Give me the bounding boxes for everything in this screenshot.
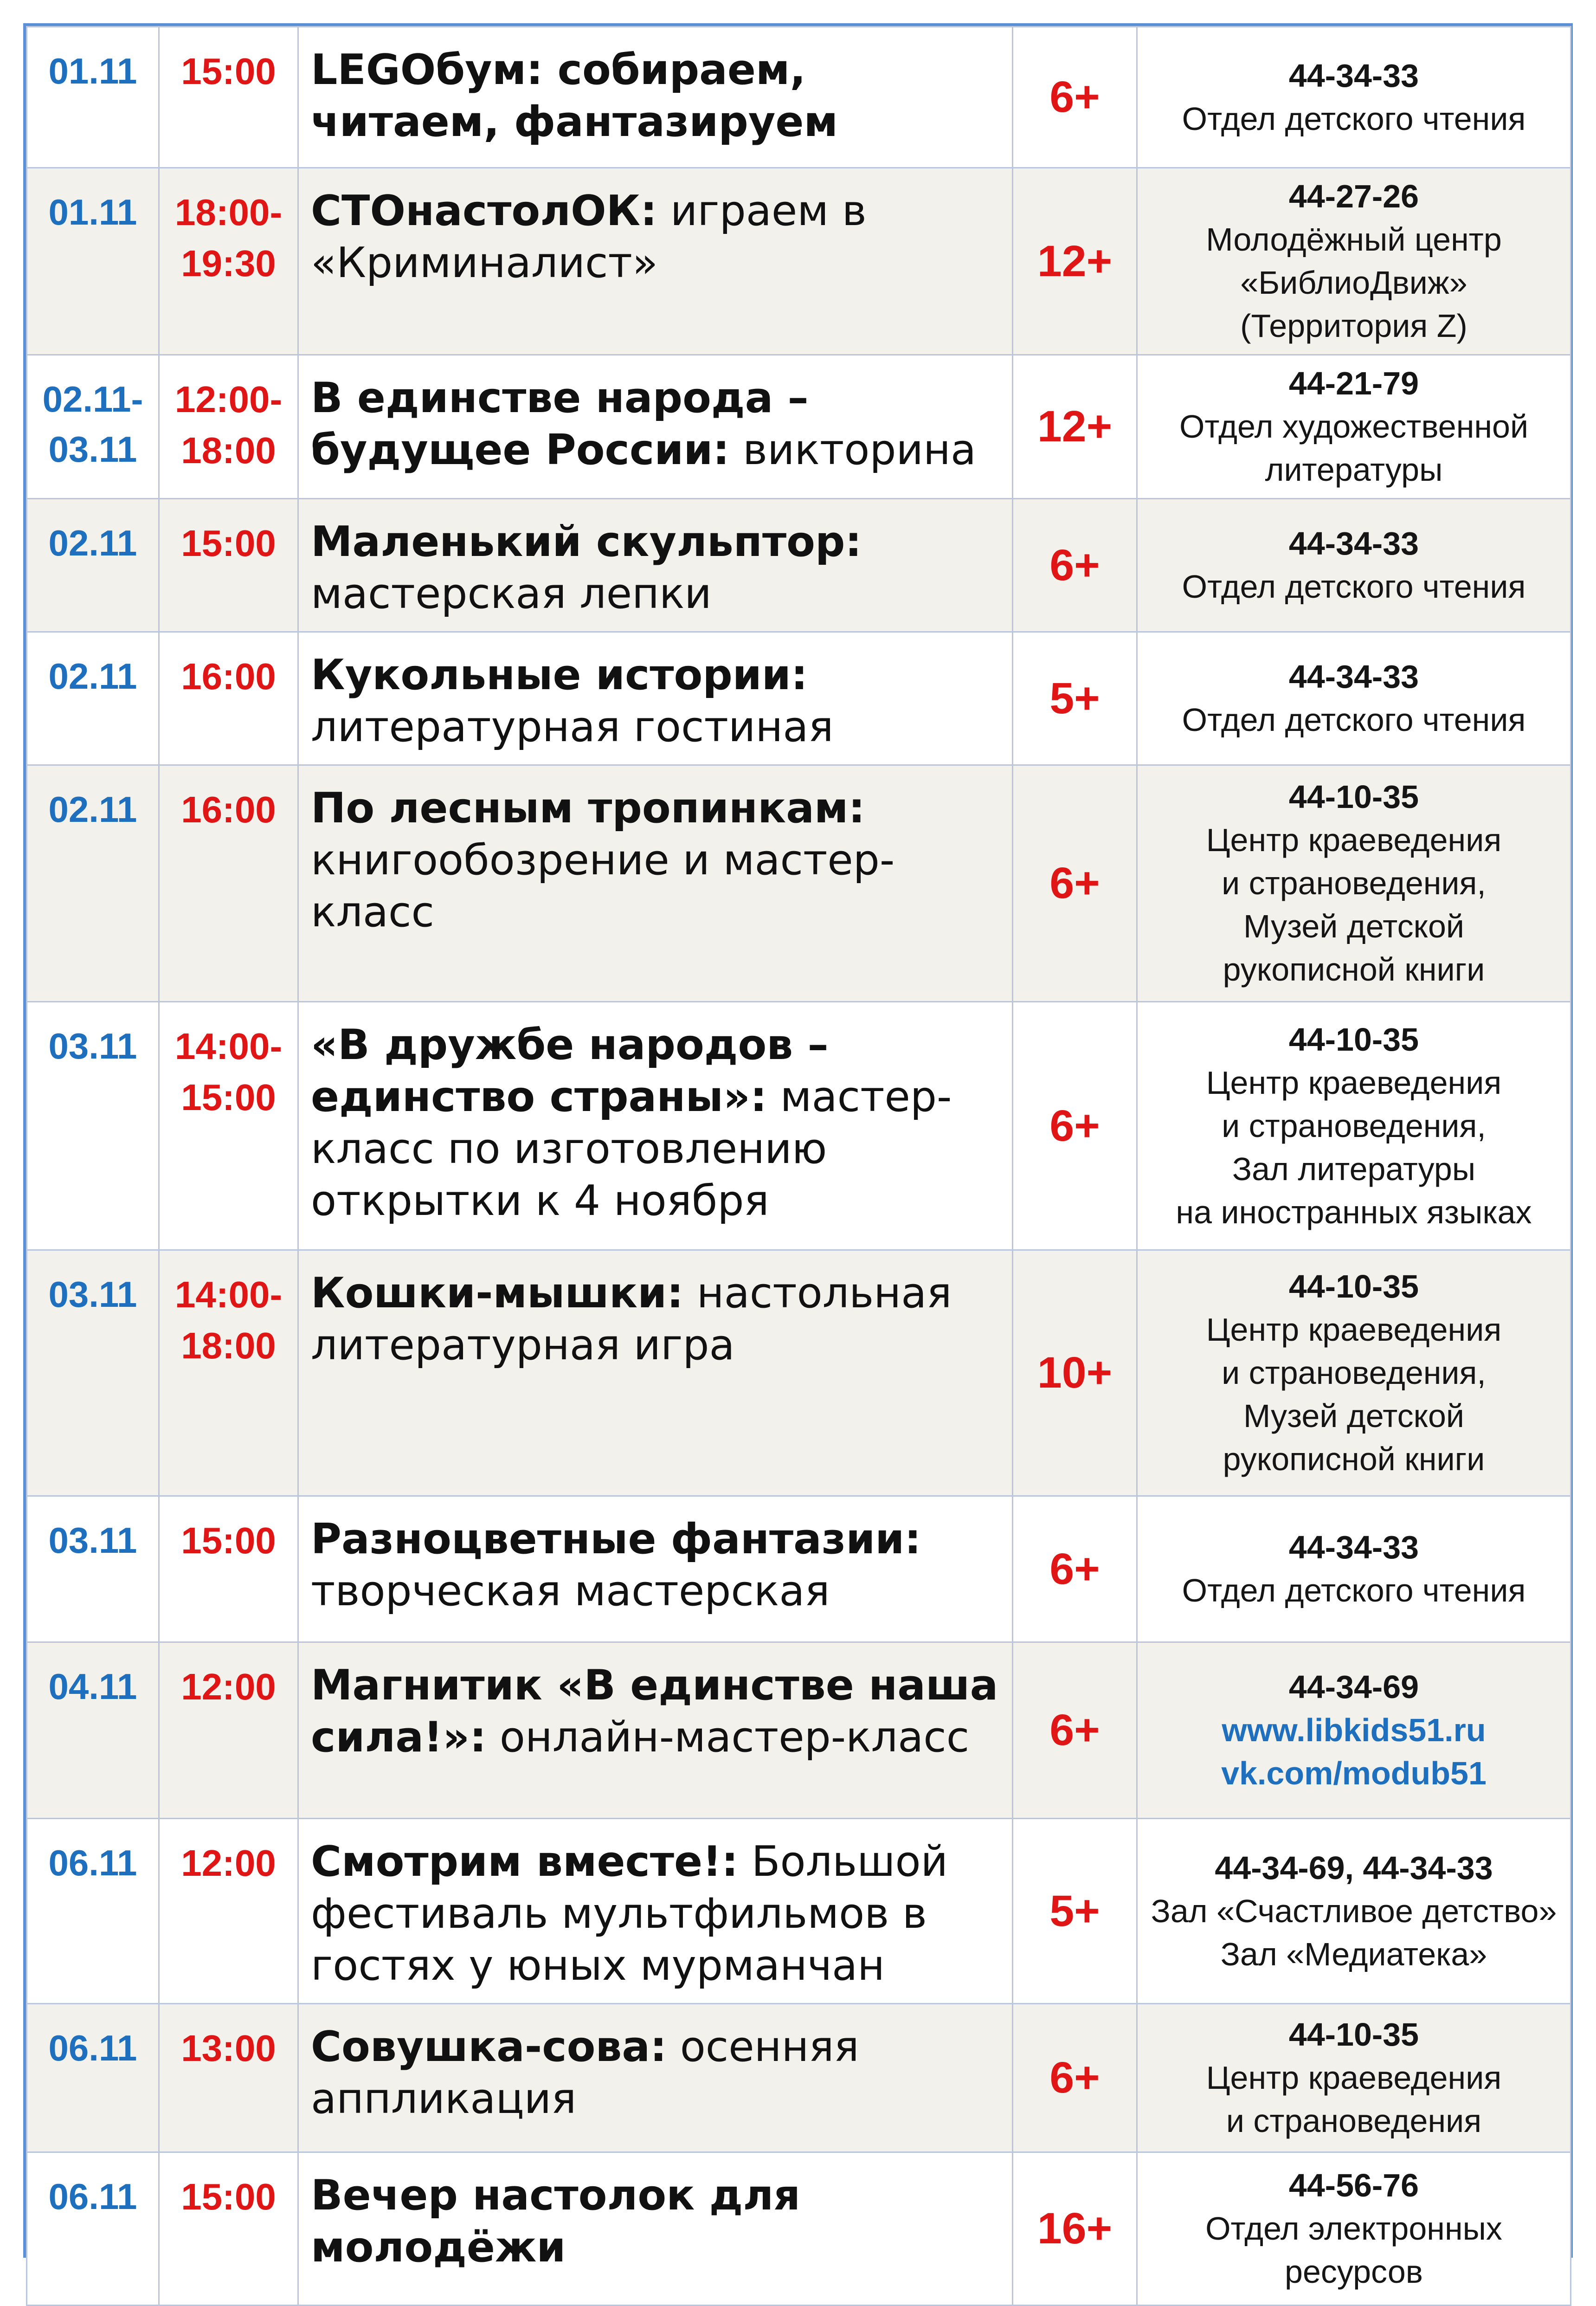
- event-time: 13:00: [159, 2004, 298, 2152]
- contact-place: и страноведения: [1226, 2103, 1482, 2139]
- event-time: 15:00: [159, 499, 298, 632]
- event-title: [298, 2152, 1013, 2306]
- event-time: [159, 168, 298, 355]
- event-time: [159, 1002, 298, 1250]
- event-title-rest: мастерская лепки: [311, 569, 712, 618]
- age-rating: 16+: [1013, 2152, 1137, 2306]
- event-title-bold: СТОнастолОК:: [311, 187, 657, 235]
- event-title-bold: Маленький скульптор:: [311, 517, 862, 566]
- contact-place: Отдел детского чтения: [1182, 702, 1526, 738]
- event-time-text: 12:00-18:00: [174, 379, 283, 471]
- contact-phone: 44-27-26: [1288, 178, 1419, 214]
- contact-phone: 44-21-79: [1288, 365, 1419, 401]
- table-row: [27, 2152, 1571, 2306]
- contact-place: и страноведения,: [1222, 865, 1486, 901]
- contact-place: Зал литературы: [1232, 1150, 1476, 1187]
- event-date: 03.11: [27, 1250, 159, 1496]
- contact-phone: 44-34-33: [1288, 525, 1419, 562]
- contact-place: Отдел детского чтения: [1182, 1572, 1526, 1608]
- age-rating: 6+: [1013, 765, 1137, 1002]
- table-row: [27, 1819, 1571, 2004]
- event-contact: [1137, 168, 1571, 355]
- event-title: [298, 1496, 1013, 1642]
- events-table: [26, 26, 1571, 2306]
- event-title-bold: По лесным тропинкам:: [311, 784, 865, 833]
- event-time-text: 18:00-19:30: [174, 192, 283, 284]
- website-link[interactable]: www.libkids51.ru: [1222, 1712, 1486, 1748]
- contact-phone: 44-34-33: [1288, 659, 1419, 695]
- event-date: 01.11: [27, 27, 159, 168]
- event-date: 01.11: [27, 168, 159, 355]
- table-row: [27, 765, 1571, 1002]
- event-title: [298, 499, 1013, 632]
- contact-phone: 44-10-35: [1288, 1268, 1419, 1305]
- event-time: 16:00: [159, 765, 298, 1002]
- event-time: 12:00: [159, 1642, 298, 1819]
- event-time: 15:00: [159, 27, 298, 168]
- event-contact: [1137, 632, 1571, 765]
- event-title-rest: играем в «Криминалист»: [311, 187, 867, 287]
- contact-place: ресурсов: [1285, 2254, 1423, 2290]
- event-title-bold: В единстве народа – будущее России:: [311, 374, 809, 474]
- event-title: [298, 632, 1013, 765]
- event-title: [298, 1250, 1013, 1496]
- contact-place: рукописной книги: [1223, 1441, 1485, 1477]
- event-title-rest: мастер-класс по изготовлению открытки к 4 ноября: [311, 1072, 952, 1225]
- event-title: [298, 1819, 1013, 2004]
- event-contact: [1137, 1642, 1571, 1819]
- event-contact: [1137, 1496, 1571, 1642]
- event-contact: [1137, 1002, 1571, 1250]
- contact-place: Отдел художественной: [1179, 408, 1529, 445]
- event-time: 16:00: [159, 632, 298, 765]
- event-title-bold: Вечер настолок для молодёжи: [311, 2171, 801, 2272]
- event-title-rest: онлайн-мастер-класс: [499, 1713, 970, 1762]
- contact-place: Центр краеведения: [1206, 1064, 1502, 1101]
- event-title-rest: настольная литературная игра: [311, 1269, 952, 1369]
- event-date: 02.11: [27, 632, 159, 765]
- event-date: 02.11: [27, 765, 159, 1002]
- contact-place: Отдел детского чтения: [1182, 568, 1526, 605]
- contact-place: Музей детской: [1243, 908, 1465, 944]
- age-rating: 5+: [1013, 632, 1137, 765]
- event-title-bold: Совушка-сова:: [311, 2022, 667, 2071]
- contact-phone: 44-56-76: [1288, 2167, 1419, 2203]
- age-rating: 5+: [1013, 1819, 1137, 2004]
- table-row: [27, 1642, 1571, 1819]
- event-title-bold: Кошки-мышки:: [311, 1269, 684, 1318]
- contact-place: литературы: [1265, 452, 1443, 488]
- event-contact: [1137, 355, 1571, 499]
- event-time: 15:00: [159, 2152, 298, 2306]
- age-rating: 6+: [1013, 1002, 1137, 1250]
- event-contact: [1137, 765, 1571, 1002]
- table-row: [27, 168, 1571, 355]
- event-title: [298, 765, 1013, 1002]
- age-rating: 6+: [1013, 1496, 1137, 1642]
- table-row: [27, 27, 1571, 168]
- contact-phone: 44-10-35: [1288, 1021, 1419, 1058]
- event-title: [298, 27, 1013, 168]
- event-time: 15:00: [159, 1496, 298, 1642]
- event-contact: [1137, 2004, 1571, 2152]
- contact-place: на иностранных языках: [1176, 1194, 1532, 1230]
- event-title: [298, 355, 1013, 499]
- contact-place: Центр краеведения: [1206, 822, 1502, 858]
- table-row: [27, 1496, 1571, 1642]
- contact-place: рукописной книги: [1223, 951, 1485, 988]
- event-time: [159, 355, 298, 499]
- age-rating: 6+: [1013, 27, 1137, 168]
- age-rating: 6+: [1013, 2004, 1137, 2152]
- contact-place: Отдел детского чтения: [1182, 100, 1526, 137]
- contact-phone: 44-34-69: [1288, 1669, 1419, 1705]
- event-title-bold: Смотрим вместе!:: [311, 1837, 739, 1886]
- table-row: [27, 632, 1571, 765]
- event-time: [159, 1250, 298, 1496]
- age-rating: 12+: [1013, 355, 1137, 499]
- event-title-bold: Магнитик «В единстве наша сила!»:: [311, 1661, 998, 1762]
- contact-phone: 44-10-35: [1288, 779, 1419, 815]
- table-row: [27, 1002, 1571, 1250]
- contact-phone: 44-34-33: [1288, 57, 1419, 94]
- event-title-rest: осенняя аппликация: [311, 2022, 859, 2123]
- contact-place: Центр краеведения: [1206, 2060, 1502, 2096]
- event-title-bold: «В дружбе народов – единство страны»:: [311, 1021, 829, 1121]
- event-title: [298, 168, 1013, 355]
- contact-phone: 44-34-33: [1288, 1529, 1419, 1565]
- age-rating: 12+: [1013, 168, 1137, 355]
- contact-place: Зал «Счастливое детство»: [1151, 1893, 1557, 1929]
- age-rating: 10+: [1013, 1250, 1137, 1496]
- event-date: 02.11: [27, 499, 159, 632]
- table-row: [27, 2004, 1571, 2152]
- table-row: [27, 355, 1571, 499]
- vk-link[interactable]: vk.com/modub51: [1221, 1755, 1487, 1791]
- event-title-bold: Кукольные истории:: [311, 651, 808, 699]
- event-date: 06.11: [27, 2152, 159, 2306]
- event-title: [298, 2004, 1013, 2152]
- table-row: [27, 499, 1571, 632]
- event-title-rest: творческая мастерская: [311, 1567, 830, 1615]
- contact-place: Музей детской: [1243, 1398, 1465, 1434]
- age-rating: 6+: [1013, 1642, 1137, 1819]
- contact-place: Отдел электронных: [1205, 2210, 1502, 2247]
- event-time-text: 14:00-15:00: [174, 1026, 283, 1118]
- event-title-bold: LEGOбум: собираем, читаем, фантазируем: [311, 45, 838, 146]
- event-time: 12:00: [159, 1819, 298, 2004]
- event-date-text: 02.11-03.11: [42, 379, 143, 470]
- event-date: 03.11: [27, 1496, 159, 1642]
- event-time-text: 14:00-18:00: [174, 1274, 283, 1366]
- table-row: [27, 1250, 1571, 1496]
- event-contact: [1137, 1250, 1571, 1496]
- event-title-bold: Разноцветные фантазии:: [311, 1515, 921, 1563]
- event-title-rest: викторина: [742, 426, 976, 474]
- event-title-rest: книгообозрение и мастер-класс: [311, 836, 895, 937]
- contact-place: и страноведения,: [1222, 1107, 1486, 1144]
- contact-place: Зал «Медиатека»: [1220, 1936, 1487, 1972]
- contact-phone: 44-10-35: [1288, 2016, 1419, 2053]
- event-contact: [1137, 1819, 1571, 2004]
- event-contact: [1137, 2152, 1571, 2306]
- contact-place: и страноведения,: [1222, 1355, 1486, 1391]
- contact-phone: 44-34-69, 44-34-33: [1215, 1849, 1493, 1886]
- event-date: [27, 355, 159, 499]
- contact-place: Центр краеведения: [1206, 1311, 1502, 1348]
- contact-place: (Территория Z): [1240, 308, 1467, 344]
- event-date: 03.11: [27, 1002, 159, 1250]
- contact-place: «БиблиоДвиж»: [1240, 265, 1467, 301]
- event-contact: [1137, 499, 1571, 632]
- event-title: [298, 1642, 1013, 1819]
- contact-place: Молодёжный центр: [1206, 221, 1502, 258]
- event-date: 06.11: [27, 2004, 159, 2152]
- age-rating: 6+: [1013, 499, 1137, 632]
- event-title: [298, 1002, 1013, 1250]
- event-date: 04.11: [27, 1642, 159, 1819]
- event-contact: [1137, 27, 1571, 168]
- event-date: 06.11: [27, 1819, 159, 2004]
- event-title-rest: литературная гостиная: [311, 703, 834, 751]
- event-title-rest: Большой фестиваль мультфильмов в гостях у юных мурманчан: [311, 1837, 948, 1990]
